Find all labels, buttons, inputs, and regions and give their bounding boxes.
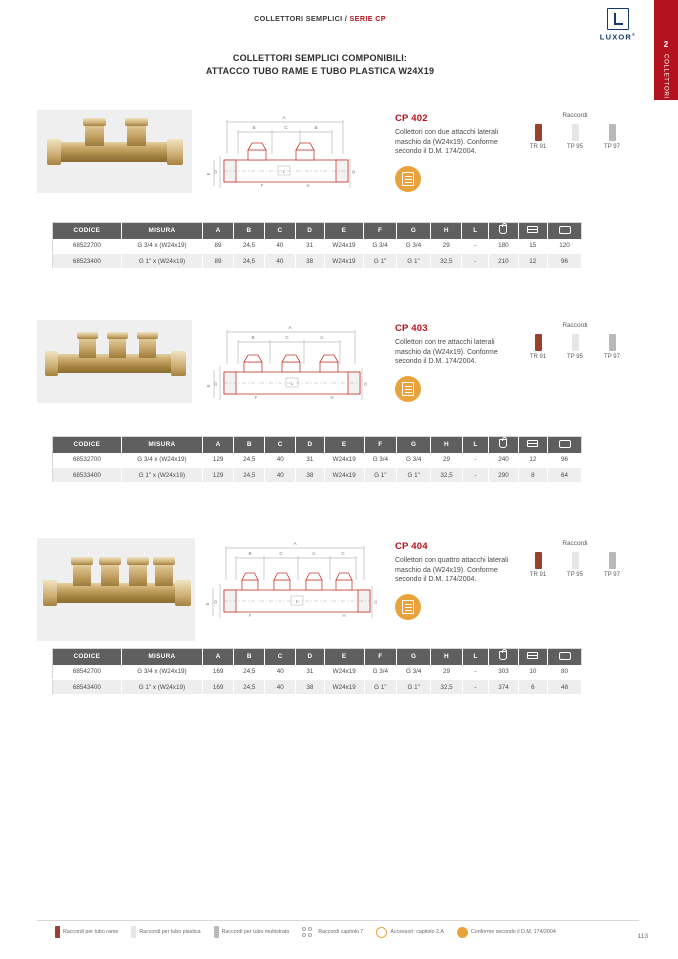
cell-l: - [462,680,489,695]
cell-c: 40 [265,254,296,269]
cell-codice: 68532700 [53,453,122,468]
cell-a: 89 [203,254,234,269]
cell-f: G 3/4 [364,665,397,680]
svg-text:B: B [252,125,256,130]
svg-text:D: D [213,170,218,174]
svg-text:B: B [251,335,255,340]
header-category: COLLETTORI SEMPLICI / [254,14,348,23]
svg-text:H: H [342,613,346,618]
cell-h: 32,5 [431,254,462,269]
table-row [53,254,582,269]
footer-legend-label: Raccordi per tubo multistrato [221,929,290,935]
cell-b: 24,5 [234,453,265,468]
raccordo-swatch-icon [535,334,542,351]
cell-a: 89 [203,239,234,254]
col-box [518,223,547,239]
col-misura: MISURA [121,223,203,239]
svg-text:D: D [213,382,218,386]
multilayer-pipe-swatch-icon [214,926,219,938]
raccordo-item [599,552,625,578]
box-icon [527,226,538,233]
cell-e: W24x19 [324,468,364,483]
raccordi-legend-cp403 [520,322,630,360]
cell-g: G 3/4 [397,453,431,468]
logo-registered-mark: ® [632,32,637,37]
raccordo-item [525,552,551,578]
col-h: H [431,437,462,453]
spec-table-cp404 [52,648,582,695]
conformity-badge-icon [395,376,421,402]
svg-text:C: C [341,551,345,556]
col-d: D [295,223,324,239]
col-f: F [364,223,397,239]
table-header-row [53,223,582,239]
cell-h: 32,5 [431,680,462,695]
svg-text:F: F [260,183,264,188]
footer-legend-item [131,926,200,938]
raccordo-item [525,124,551,150]
cell-codice: 68543400 [53,680,122,695]
raccordo-label: TP 95 [567,572,583,578]
col-g: G [396,223,430,239]
cell-box: 8 [518,468,547,483]
raccordo-swatch-icon [572,334,579,351]
svg-text:E: E [206,172,211,176]
footer-legend-item [302,927,363,938]
cell-g: G 1" [396,254,430,269]
section-tab [654,0,678,100]
cell-h: 29 [431,239,462,254]
product-photo-cp404 [37,538,195,641]
cell-g: G 3/4 [397,665,431,680]
cell-misura: G 1" x (W24x19) [121,254,203,269]
cell-e: W24x19 [324,239,364,254]
cell-d: 38 [295,254,324,269]
page-title-line1: COLLETTORI SEMPLICI COMPONIBILI: [232,53,408,63]
technical-drawing-cp404 [198,538,388,630]
footer-legend-item [376,927,444,938]
cell-c: 40 [265,453,296,468]
col-f: F [364,437,397,453]
cell-codice: 68542700 [53,665,122,680]
svg-text:C: C [284,125,288,130]
product-info-cp402 [395,113,513,192]
weight-icon [499,651,507,660]
col-codice: CODICE [53,437,122,453]
cell-f: G 1" [364,680,397,695]
cell-b: 24,5 [234,680,265,695]
col-f: F [364,649,397,665]
technical-drawing-cp402 [200,110,370,200]
raccordi-legend-cp404 [520,540,630,578]
svg-text:L: L [282,169,286,174]
svg-text:C: C [285,335,289,340]
col-b: B [233,223,264,239]
product-photo-cp402 [37,110,192,193]
svg-text:L: L [295,599,299,604]
raccordo-item [525,334,551,360]
section-tab-number: 2 [663,40,669,49]
raccordo-swatch-icon [572,552,579,569]
col-b: B [234,437,265,453]
cell-e: W24x19 [324,453,364,468]
footer-legend-label: Raccordi capitolo 7 [318,929,364,935]
raccordo-swatch-icon [535,124,542,141]
svg-text:A: A [288,325,292,330]
footer-legend-item [457,927,556,938]
col-misura: MISURA [121,649,202,665]
raccordi-title: Raccordi [562,540,588,547]
raccordi-title: Raccordi [562,322,588,329]
logo-wordmark: LUXOR [599,32,633,42]
table-header-row [53,649,582,665]
section-tab-label: COLLETTORI [662,54,670,99]
col-d: D [296,649,325,665]
cell-l: - [462,453,489,468]
conformity-circle-icon [457,927,468,938]
cell-f: G 3/4 [364,239,397,254]
raccordo-swatch-icon [609,552,616,569]
raccordi-legend-cp402 [520,112,630,150]
cell-carton: 120 [548,239,582,254]
box-icon [527,652,538,659]
col-l: L [462,437,489,453]
col-a: A [203,649,234,665]
svg-text:H: H [330,395,334,400]
col-d: D [296,437,325,453]
raccordi-title: Raccordi [562,112,588,119]
raccordo-label: TP 95 [567,144,583,150]
cell-weight: 240 [489,453,518,468]
cell-a: 169 [203,680,234,695]
page-number: 113 [637,933,648,940]
cell-misura: G 3/4 x (W24x19) [121,453,202,468]
cell-c: 40 [265,680,296,695]
cell-misura: G 1" x (W24x19) [121,468,202,483]
col-e: E [324,437,364,453]
fittings-dots-icon [302,927,315,938]
cell-misura: G 1" x (W24x19) [121,680,202,695]
page-title [0,52,640,78]
cell-carton: 96 [548,254,582,269]
product-photo-cp403 [37,320,192,403]
raccordo-label: TP 97 [604,572,620,578]
col-c: C [265,649,296,665]
cell-l: - [462,468,489,483]
product-info-cp404 [395,541,513,620]
col-misura: MISURA [121,437,202,453]
col-weight [489,437,518,453]
svg-text:C: C [320,335,324,340]
brand-logo [590,8,646,42]
col-b: B [234,649,265,665]
cell-b: 24,5 [233,254,264,269]
col-box [518,649,547,665]
svg-text:G: G [373,600,378,604]
copper-pipe-swatch-icon [55,926,60,938]
svg-text:D: D [213,600,218,604]
raccordo-swatch-icon [535,552,542,569]
col-g: G [397,437,431,453]
col-e: E [324,223,364,239]
footer-legend-label: Accessori: capitolo 2.A [390,929,444,935]
svg-text:B: B [314,125,318,130]
footer-legend-label: Raccordi per tubo plastica [139,929,201,935]
col-codice: CODICE [53,223,122,239]
raccordo-item [562,124,588,150]
col-g: G [397,649,431,665]
svg-text:L: L [290,381,294,386]
cell-e: W24x19 [324,680,364,695]
cell-h: 32,5 [431,468,462,483]
header-series: SERIE CP [347,14,386,23]
cell-misura: G 3/4 x (W24x19) [121,665,202,680]
cell-g: G 1" [397,468,431,483]
footer-legend-label: Conforme secondo il D.M. 174/2004 [470,929,556,935]
cell-carton: 96 [548,453,582,468]
raccordo-item [562,552,588,578]
svg-text:G: G [363,382,368,386]
table-header-row [53,437,582,453]
raccordo-item [599,124,625,150]
product-description: Collettori con due attacchi laterali maschio da (W24x19). Conforme secondo il D.M. 174/2004. [395,129,499,156]
cell-h: 29 [431,665,462,680]
cell-c: 40 [265,665,296,680]
table-row [53,468,582,483]
cell-f: G 1" [364,468,397,483]
cell-f: G 1" [364,254,397,269]
product-code: CP 402 [395,113,428,124]
col-carton [548,223,582,239]
svg-text:F: F [248,613,252,618]
spec-table-cp403 [52,436,582,483]
cell-weight: 303 [489,665,518,680]
svg-text:E: E [205,602,210,606]
cell-d: 31 [296,453,325,468]
plastic-pipe-swatch-icon [131,926,136,938]
footer-divider [37,920,639,921]
svg-text:G: G [351,170,356,174]
cell-carton: 64 [548,468,582,483]
svg-text:B: B [248,551,252,556]
cell-d: 31 [295,239,324,254]
weight-icon [499,439,507,448]
raccordo-swatch-icon [572,124,579,141]
product-code: CP 404 [395,541,428,552]
cell-weight: 374 [489,680,518,695]
col-l: L [462,223,489,239]
page-title-line2: ATTACCO TUBO RAME E TUBO PLASTICA W24X19 [205,66,435,76]
cell-codice: 68523400 [53,254,122,269]
col-a: A [203,223,234,239]
raccordo-label: TR 91 [529,354,547,360]
cell-g: G 3/4 [396,239,430,254]
accessories-circle-icon [376,927,387,938]
svg-text:C: C [279,551,283,556]
cell-b: 24,5 [234,468,265,483]
col-codice: CODICE [53,649,122,665]
cell-e: W24x19 [324,254,364,269]
col-box [518,437,547,453]
cell-c: 40 [265,239,296,254]
product-code: CP 403 [395,323,428,334]
col-e: E [324,649,364,665]
cell-l: - [462,239,489,254]
cell-weight: 290 [489,468,518,483]
cell-a: 129 [203,468,234,483]
cell-d: 31 [296,665,325,680]
svg-text:F: F [254,395,258,400]
col-carton [548,649,582,665]
col-a: A [203,437,234,453]
raccordo-label: TR 91 [529,144,547,150]
raccordo-item [599,334,625,360]
cell-codice: 68533400 [53,468,122,483]
svg-text:H: H [306,183,310,188]
cell-box: 15 [518,239,547,254]
spec-table-cp402 [52,222,582,269]
cell-carton: 80 [548,665,582,680]
technical-drawing-cp403 [200,320,380,412]
cell-d: 38 [296,468,325,483]
svg-text:A: A [282,115,286,120]
cell-weight: 210 [489,254,518,269]
cell-box: 12 [518,254,547,269]
product-description: Collettori con quattro attacchi laterali maschio da (W24x19). Conforme secondo il D.M. 174/2004. [395,557,509,584]
cell-misura: G 3/4 x (W24x19) [121,239,203,254]
col-l: L [462,649,489,665]
box-icon [527,440,538,447]
raccordo-label: TP 97 [604,354,620,360]
logo-mark-icon [607,8,629,30]
cell-e: W24x19 [324,665,364,680]
cell-l: - [462,665,489,680]
cell-h: 29 [431,453,462,468]
cell-codice: 68522700 [53,239,122,254]
col-c: C [265,223,296,239]
weight-icon [499,225,507,234]
product-info-cp403 [395,323,513,402]
table-row [53,239,582,254]
cell-c: 40 [265,468,296,483]
page-header [0,14,640,23]
cell-b: 24,5 [233,239,264,254]
raccordo-item [562,334,588,360]
footer-legend-item [214,926,290,938]
footer-legend [55,926,556,938]
svg-text:E: E [206,384,211,388]
raccordo-label: TP 97 [604,144,620,150]
col-h: H [431,649,462,665]
raccordo-label: TR 91 [529,572,547,578]
cell-carton: 48 [548,680,582,695]
carton-icon [559,652,571,660]
svg-text:A: A [293,541,297,546]
cell-f: G 3/4 [364,453,397,468]
cell-box: 12 [518,453,547,468]
raccordo-label: TP 95 [567,354,583,360]
conformity-badge-icon [395,594,421,620]
raccordo-swatch-icon [609,334,616,351]
svg-text:C: C [312,551,316,556]
cell-l: - [462,254,489,269]
cell-b: 24,5 [234,665,265,680]
carton-icon [559,440,571,448]
product-description: Collettori con tre attacchi laterali maschio da (W24x19). Conforme secondo il D.M. 174/2004. [395,339,498,366]
cell-box: 6 [518,680,547,695]
cell-g: G 1" [397,680,431,695]
cell-a: 129 [203,453,234,468]
footer-legend-label: Raccordi per tubo rame [63,929,119,935]
cell-a: 169 [203,665,234,680]
col-c: C [265,437,296,453]
col-weight [489,223,518,239]
footer-legend-item [55,926,118,938]
carton-icon [559,226,571,234]
table-row [53,680,582,695]
raccordo-swatch-icon [609,124,616,141]
cell-box: 10 [518,665,547,680]
col-weight [489,649,518,665]
col-carton [548,437,582,453]
table-row [53,665,582,680]
table-row [53,453,582,468]
cell-weight: 180 [489,239,518,254]
conformity-badge-icon [395,166,421,192]
col-h: H [431,223,462,239]
cell-d: 38 [296,680,325,695]
